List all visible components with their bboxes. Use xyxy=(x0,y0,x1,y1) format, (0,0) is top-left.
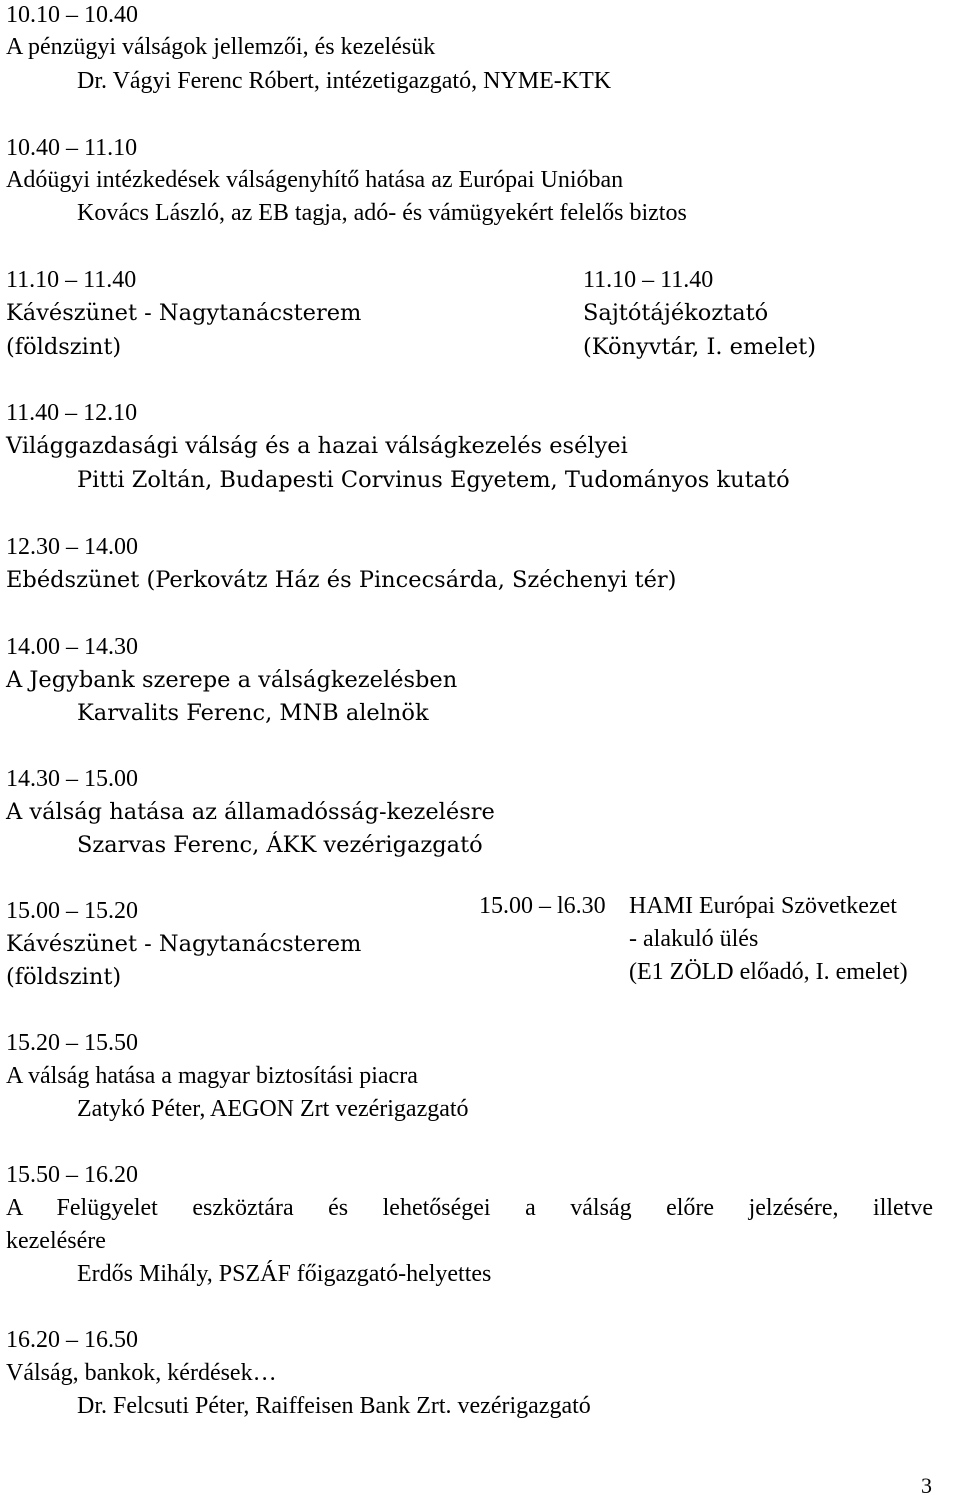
session-title-line2: (földszint) xyxy=(6,334,122,360)
session-speaker: Kovács László, az EB tagja, adó- és vámügyekért felelős biztos xyxy=(77,200,687,226)
session-title: A Felügyelet eszköztára és lehetőségei a válság előre jelzésére, illetve xyxy=(6,1195,933,1221)
session-time: 12.30 – 14.00 xyxy=(6,534,138,560)
session-title: Adóügyi intézkedések válságenyhítő hatása az Európai Unióban xyxy=(6,167,624,193)
session-time: 14.00 – 14.30 xyxy=(6,634,138,660)
session-title: Ebédszünet (Perkovátz Ház és Pincecsárda, Széchenyi tér) xyxy=(6,567,677,593)
session-title: Válság, bankok, kérdések… xyxy=(6,1360,277,1386)
session-title-line2: kezelésére xyxy=(6,1228,106,1254)
session-title: Kávészünet - Nagytanácsterem xyxy=(6,931,362,957)
session-time: 10.40 – 11.10 xyxy=(6,135,138,161)
session-title-line2: - alakuló ülés xyxy=(629,926,759,952)
session-time: 15.20 – 15.50 xyxy=(6,1030,138,1056)
session-speaker: Zatykó Péter, AEGON Zrt vezérigazgató xyxy=(77,1096,469,1122)
session-time: 11.10 – 11.40 xyxy=(583,267,714,293)
session-title: A válság hatása az államadósság-kezelésre xyxy=(6,799,495,825)
session-time: 15.00 – l6.30 xyxy=(479,893,606,919)
session-speaker: Szarvas Ferenc, ÁKK vezérigazgató xyxy=(77,832,483,858)
session-title: A pénzügyi válságok jellemzői, és kezelésük xyxy=(6,34,436,60)
session-title-line3: (E1 ZÖLD előadó, I. emelet) xyxy=(629,959,908,985)
session-speaker: Pitti Zoltán, Budapesti Corvinus Egyetem, Tudományos kutató xyxy=(77,467,790,493)
session-time: 16.20 – 16.50 xyxy=(6,1327,138,1353)
session-speaker: Karvalits Ferenc, MNB alelnök xyxy=(77,700,429,726)
session-speaker: Dr. Felcsuti Péter, Raiffeisen Bank Zrt. vezérigazgató xyxy=(77,1393,591,1419)
session-time: 15.50 – 16.20 xyxy=(6,1162,138,1188)
session-title-line2: (földszint) xyxy=(6,964,122,990)
session-speaker: Erdős Mihály, PSZÁF főigazgató-helyettes xyxy=(77,1261,492,1287)
session-title: Kávészünet - Nagytanácsterem xyxy=(6,300,362,326)
session-title-line2: (Könyvtár, I. emelet) xyxy=(583,334,816,360)
session-title: HAMI Európai Szövetkezet xyxy=(629,893,897,919)
session-time: 14.30 – 15.00 xyxy=(6,766,138,792)
session-title: Világgazdasági válság és a hazai válságkezelés esélyei xyxy=(6,433,628,459)
session-title: Sajtótájékoztató xyxy=(583,300,769,326)
session-speaker: Dr. Vágyi Ferenc Róbert, intézetigazgató, NYME-KTK xyxy=(77,68,612,94)
page-number: 3 xyxy=(921,1473,932,1498)
session-title: A Jegybank szerepe a válságkezelésben xyxy=(6,667,458,693)
session-time: 10.10 – 10.40 xyxy=(6,2,138,28)
session-time: 15.00 – 15.20 xyxy=(6,898,138,924)
session-time: 11.10 – 11.40 xyxy=(6,267,137,293)
session-time: 11.40 – 12.10 xyxy=(6,400,138,426)
session-title: A válság hatása a magyar biztosítási piacra xyxy=(6,1063,418,1089)
